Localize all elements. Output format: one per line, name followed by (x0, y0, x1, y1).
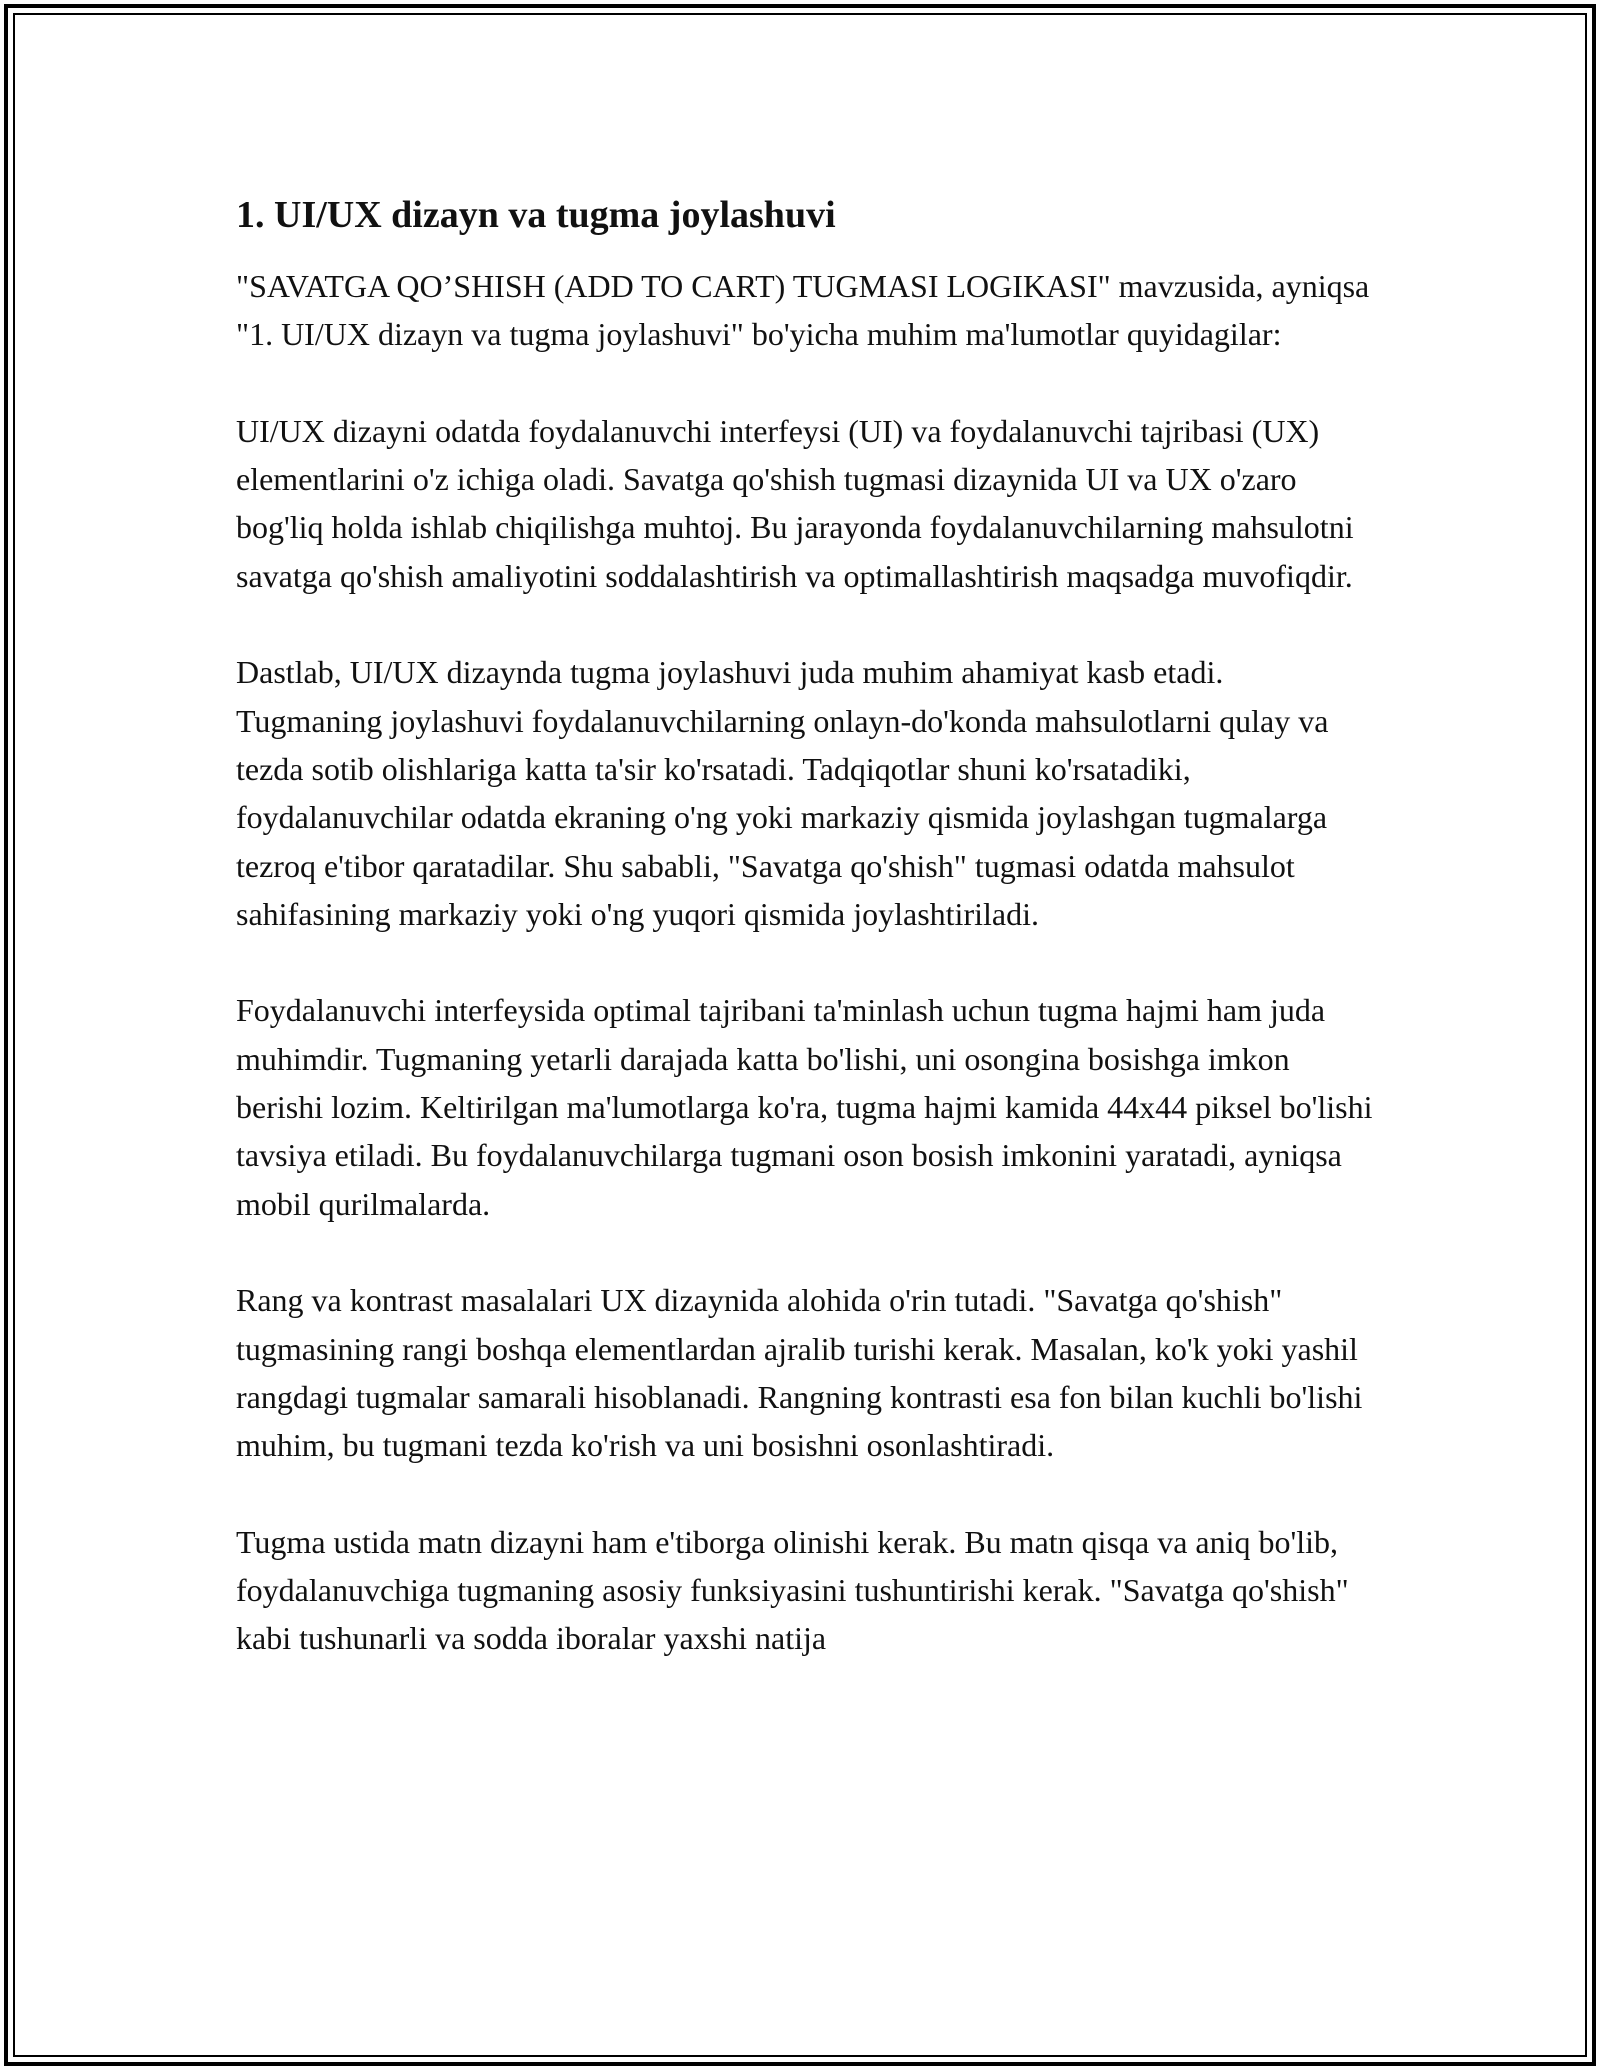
paragraph-button-placement: Dastlab, UI/UX dizaynda tugma joylashuvi juda muhim ahamiyat kasb etadi. Tugmaning joylashuvi foydalanuvchilarning onlayn-do'konda mahsulotlarni qulay va tezda sotib olishlariga katta ta'sir ko'rsatadi. Tadqiqotlar shuni ko'rsatadiki, foydalanuvchilar odatda ekraning o'ng yoki markaziy qismida joylashgan tugmalarga tezroq e'tibor qaratadilar. Shu sababli, "Savatga qo'shish" tugmasi odatda mahsulot sahifasining markaziy yoki o'ng yuqori qismida joylashtiriladi. (236, 654, 1329, 932)
paragraph-button-text: Tugma ustida matn dizayni ham e'tiborga olinishi kerak. Bu matn qisqa va aniq bo'lib, foydalanuvchiga tugmaning asosiy funksiyasini tushuntirishi kerak. "Savatga qo'shish" kabi tushunarli va sodda iboralar yaxshi natija (236, 1523, 1349, 1657)
document-body (236, 180, 1376, 1711)
paragraph-color-contrast: Rang va kontrast masalalari UX dizaynida alohida o'rin tutadi. "Savatga qo'shish" tugmasining rangi boshqa elementlardan ajralib turishi kerak. Masalan, ko'k yoki yashil rangdagi tugmalar samarali hisoblanadi. Rangning kontrasti esa fon bilan kuchli bo'lishi muhim, bu tugmani tezda ko'rish va uni bosishni osonlashtiradi. (236, 1282, 1363, 1464)
paragraph-ui-ux-definition: UI/UX dizayni odatda foydalanuvchi interfeysi (UI) va foydalanuvchi tajribasi (UX) elementlarini o'z ichiga oladi. Savatga qo'shish tugmasi dizaynida UI va UX o'zaro bog'liq holda ishlab chiqilishga muhtoj. Bu jarayonda foydalanuvchilarning mahsulotni savatga qo'shish amaliyotini soddalashtirish va optimallashtirish maqsadga muvofiqdir. (236, 412, 1354, 594)
paragraph-intro: "SAVATGA QO’SHISH (ADD TO CART) TUGMASI LOGIKASI" mavzusida, ayniqsa "1. UI/UX dizayn va tugma joylashuvi" bo'yicha muhim ma'lumotlar quyidagilar: (236, 268, 1370, 353)
paragraph-button-size: Foydalanuvchi interfeysida optimal tajribani ta'minlash uchun tugma hajmi ham juda muhimdir. Tugmaning yetarli darajada katta bo'lishi, uni osongina bosishga imkon berishi lozim. Keltirilgan ma'lumotlarga ko'ra, tugma hajmi kamida 44x44 piksel bo'lishi tavsiya etiladi. Bu foydalanuvchilarga tugmani oson bosish imkonini yaratadi, ayniqsa mobil qurilmalarda. (236, 992, 1373, 1222)
section-heading: 1. UI/UX dizayn va tugma joylashuvi (236, 194, 836, 236)
